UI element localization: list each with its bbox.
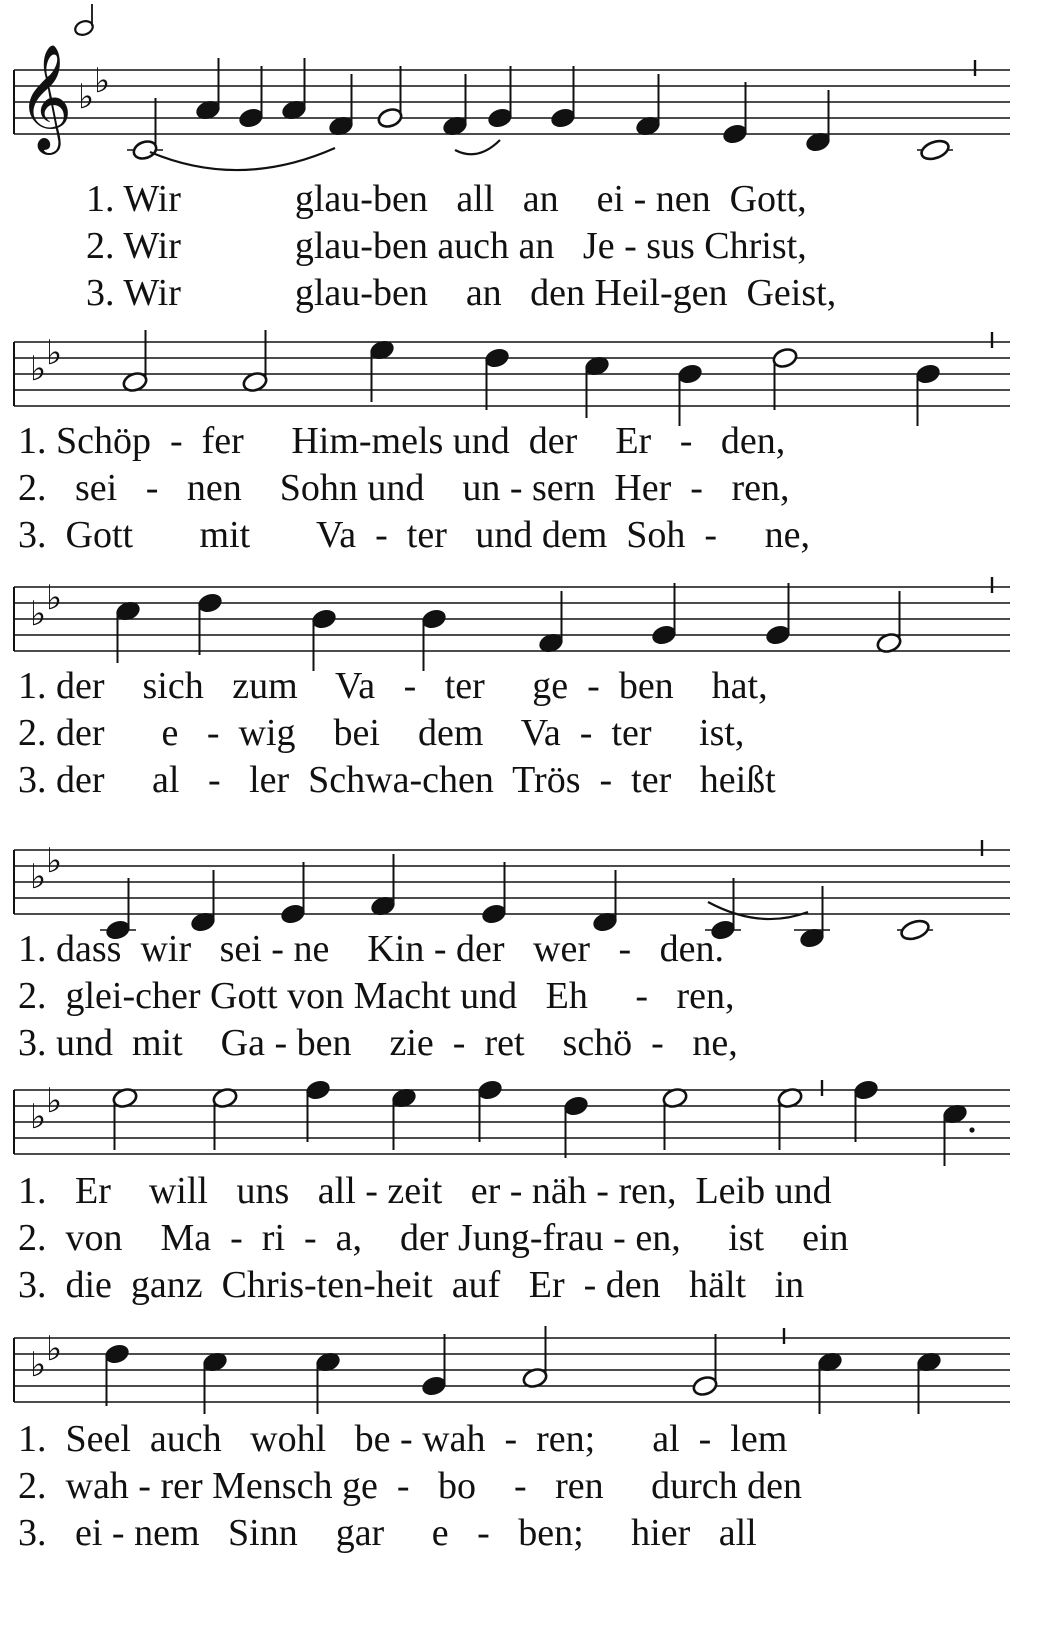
flat-sign: ♭ bbox=[30, 349, 47, 389]
lyric-line-s4-v1: 1. dass wir sei - ne Kin - der wer - den. bbox=[18, 928, 724, 970]
quarter-note bbox=[650, 624, 677, 647]
flat-sign: ♭ bbox=[30, 857, 47, 897]
flat-sign: ♭ bbox=[94, 61, 111, 101]
flat-sign: ♭ bbox=[46, 578, 63, 618]
lyric-line-s1-v3: 3. Wir glau-ben an den Heil-gen Geist, bbox=[86, 272, 837, 314]
flat-sign: ♭ bbox=[46, 841, 63, 881]
quarter-note bbox=[483, 347, 510, 370]
quarter-note bbox=[304, 1079, 331, 1102]
lyric-line-s1-v1: 1. Wir glau-ben all an ei - nen Gott, bbox=[86, 178, 807, 220]
lyric-line-s6-v2: 2. wah - rer Mensch ge - bo - ren durch den bbox=[18, 1465, 803, 1507]
lyric-line-s6-v1: 1. Seel auch wohl be - wah - ren; al - lem bbox=[18, 1418, 788, 1460]
half-note bbox=[771, 347, 798, 370]
lyric-line-s3-v1: 1. der sich zum Va - ter ge - ben hat, bbox=[18, 665, 768, 707]
whole-note bbox=[899, 918, 931, 943]
quarter-note bbox=[549, 107, 576, 130]
flat-sign: ♭ bbox=[30, 1097, 47, 1137]
quarter-note bbox=[420, 1375, 447, 1398]
flat-sign: ♭ bbox=[46, 1081, 63, 1121]
half-note bbox=[131, 139, 158, 162]
augmentation-dot bbox=[969, 1127, 974, 1132]
quarter-note bbox=[420, 608, 447, 631]
lyric-line-s3-v3: 3. der al - ler Schwa-chen Trös - ter heißt bbox=[18, 759, 776, 801]
lyric-line-s5-v1: 1. Er will uns all - zeit er - näh - ren, Leib und bbox=[18, 1170, 832, 1212]
quarter-note bbox=[914, 363, 941, 386]
lyric-line-s2-v2: 2. sei - nen Sohn und un - sern Her - ren, bbox=[18, 467, 790, 509]
slur bbox=[150, 148, 335, 170]
flat-sign: ♭ bbox=[78, 77, 95, 117]
lyric-line-s5-v2: 2. von Ma - ri - a, der Jung-frau - en, ist ein bbox=[18, 1217, 849, 1259]
quarter-note bbox=[196, 592, 223, 615]
quarter-note bbox=[676, 363, 703, 386]
quarter-note bbox=[486, 107, 513, 130]
lyric-line-s4-v2: 2. glei-cher Gott von Macht und Eh - ren, bbox=[18, 975, 735, 1017]
lyric-line-s1-v2: 2. Wir glau-ben auch an Je - sus Christ, bbox=[86, 225, 807, 267]
flat-sign: ♭ bbox=[30, 594, 47, 634]
lyric-line-s2-v1: 1. Schöp - fer Him-mels und der Er - den, bbox=[18, 420, 786, 462]
flat-sign: ♭ bbox=[46, 1329, 63, 1369]
flat-sign: ♭ bbox=[46, 333, 63, 373]
quarter-note bbox=[279, 903, 306, 926]
slur bbox=[708, 902, 808, 919]
quarter-note bbox=[476, 1079, 503, 1102]
lyric-line-s5-v3: 3. die ganz Chris-ten-heit auf Er - den hält in bbox=[18, 1264, 805, 1306]
quarter-note bbox=[237, 107, 264, 130]
treble-clef: 𝄞 bbox=[18, 43, 73, 150]
half-note bbox=[376, 107, 403, 130]
quarter-note bbox=[310, 608, 337, 631]
slur bbox=[455, 140, 500, 154]
flat-sign: ♭ bbox=[30, 1345, 47, 1385]
whole-note bbox=[919, 138, 951, 163]
lyric-line-s6-v3: 3. ei - nem Sinn gar e - ben; hier all bbox=[18, 1512, 757, 1554]
half-note bbox=[691, 1375, 718, 1398]
quarter-note bbox=[852, 1079, 879, 1102]
lyric-line-s4-v3: 3. und mit Ga - ben zie - ret schö - ne, bbox=[18, 1022, 738, 1064]
lyric-line-s3-v2: 2. der e - wig bei dem Va - ter ist, bbox=[18, 712, 745, 754]
quarter-note bbox=[764, 624, 791, 647]
lyric-line-s2-v3: 3. Gott mit Va - ter und dem Soh - ne, bbox=[18, 514, 810, 556]
quarter-note bbox=[103, 1343, 130, 1366]
quarter-note bbox=[721, 123, 748, 146]
quarter-note bbox=[562, 1095, 589, 1118]
quarter-note bbox=[480, 903, 507, 926]
